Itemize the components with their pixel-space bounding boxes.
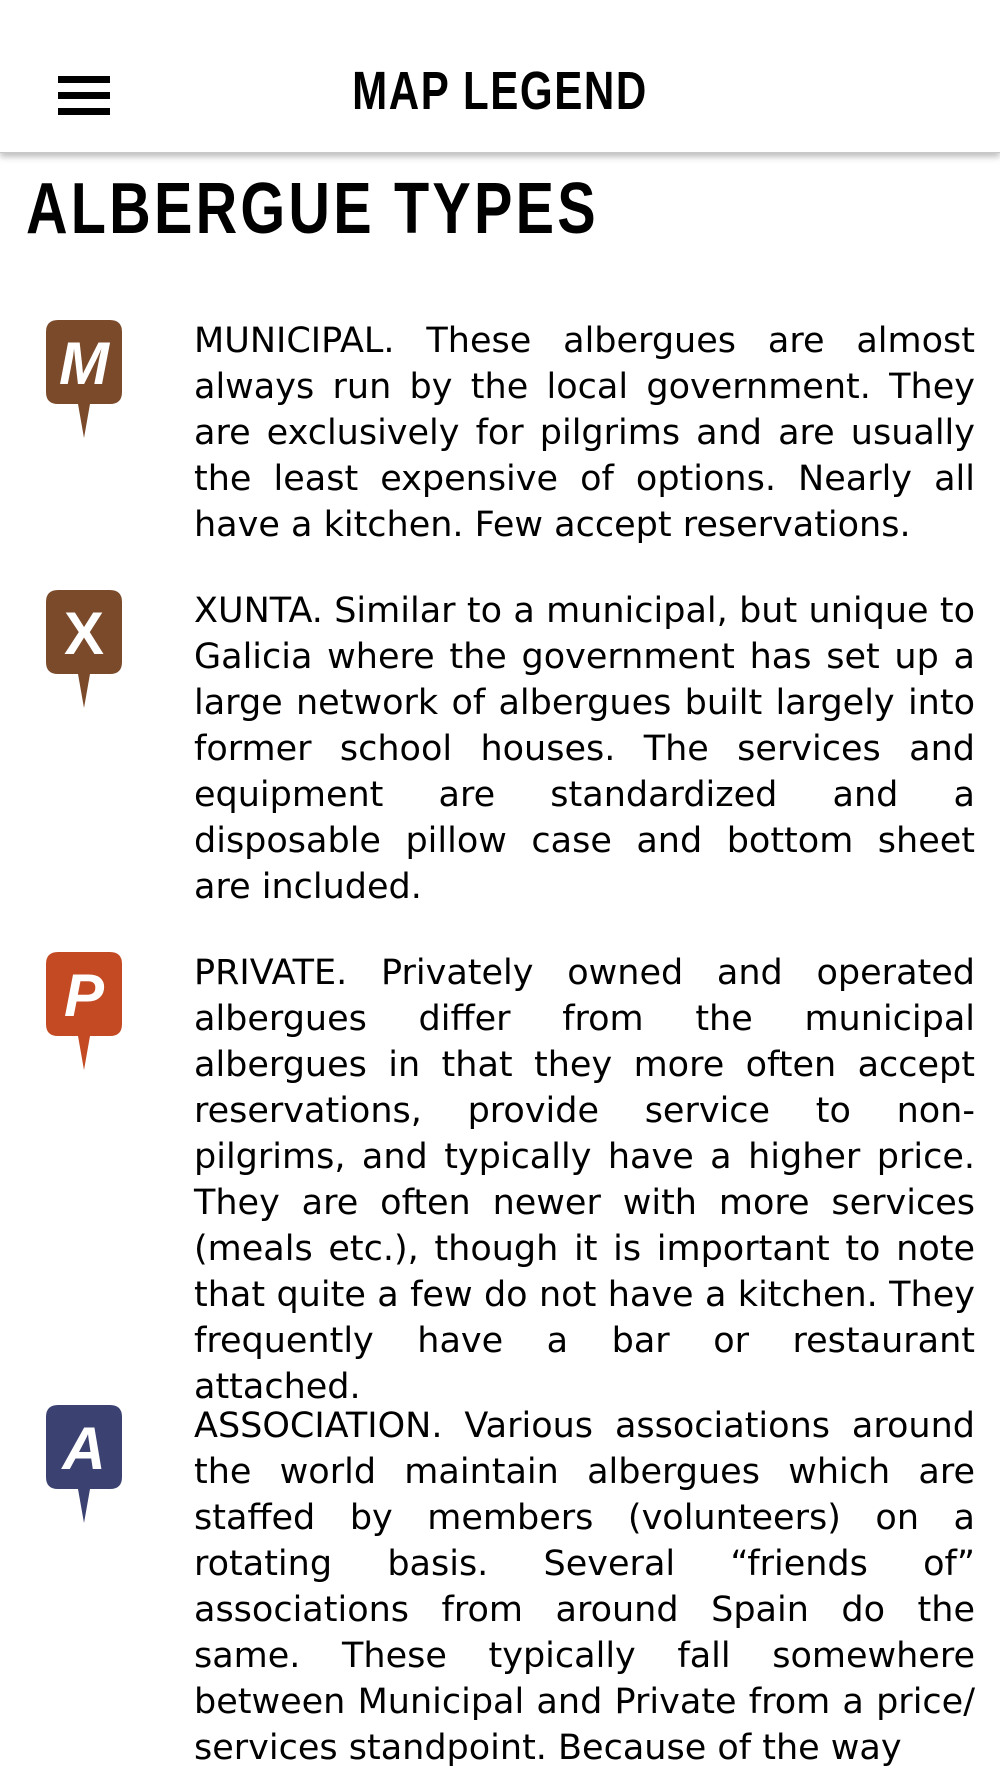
legend-description: MUNICIPAL. These albergues are almost always run by the local government. They are exclusively for pilgrims and are usually the least expensive of options. Nearly all have a kitchen. Few accept reservations. <box>194 321 975 545</box>
municipal-pin-icon <box>44 318 124 438</box>
menu-bar <box>58 76 110 83</box>
legend-description: PRIVATE. Privately owned and operated albergues differ from the municipal albergues in that they more often accept reservations, provide service to non-pilgrims, and typically have a higher price. They are often newer with more services (meals etc.), though it is important to note that quite a few do not have a kitchen. They frequently have a bar or restaurant attached. <box>194 953 975 1407</box>
app-header <box>0 0 1000 153</box>
xunta-pin-icon <box>44 588 124 708</box>
association-pin-icon <box>44 1403 124 1523</box>
svg-text:X: X <box>63 600 105 667</box>
legend-description: ASSOCIATION. Various associations around the world maintain albergues which are staffed by members (volunteers) on a rotating basis. Several “friends of” associations from around Spain do the same. These typically fall somewhere between Municipal and Private from a price/ services standpoint. Because of the way <box>194 1406 975 1768</box>
svg-text:P: P <box>63 962 105 1029</box>
svg-text:M: M <box>59 330 109 397</box>
private-pin-icon <box>44 950 124 1070</box>
menu-bar <box>58 92 110 99</box>
hamburger-menu-icon[interactable] <box>52 68 116 120</box>
legend-description: XUNTA. Similar to a municipal, but unique to Galicia where the government has set up a large network of albergues built largely into former school houses. The services and equipment are standardized and a disposable pillow case and bottom sheet are included. <box>194 591 975 907</box>
page-title: MAP LEGEND <box>352 61 648 121</box>
menu-bar <box>58 108 110 115</box>
svg-text:A: A <box>62 1415 106 1482</box>
section-title: ALBERGUE TYPES <box>26 169 599 249</box>
